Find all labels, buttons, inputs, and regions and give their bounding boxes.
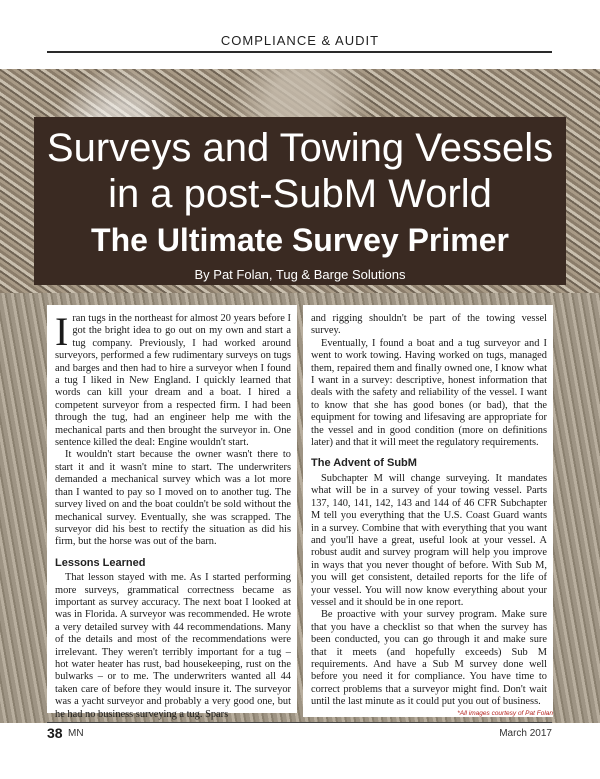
section-heading: The Advent of SubM <box>311 457 417 470</box>
section-label: COMPLIANCE & AUDIT <box>220 33 380 48</box>
headline-line-2: in a post-SubM World <box>108 172 492 216</box>
paragraph: Subchapter M will change surveying. It mandates what will be in a survey of your towing vessel. Parts 137, 140, 141, 142, 143 and 144 of 46 CFR Subchapter M tell you everything that the U.S. Coast Guard wants in a survey. Combine that with everything that you want and you'll have a great, useful look at your vessel. A robust audit and survey program will help you improve in ways that you never thought of before. With Sub M, you will get consistent, detailed reports for the life of your vessel. You will now know everything about your vessel and it should be in one report. <box>311 472 547 608</box>
headline-subtitle: The Ultimate Survey Primer <box>91 222 509 258</box>
image-credit: *All images courtesy of Pat Folan <box>457 710 553 717</box>
article-column-left <box>47 305 297 720</box>
header-rule <box>47 51 552 53</box>
page-number: 38 <box>47 725 63 741</box>
magazine-name: MN <box>68 728 84 739</box>
paragraph: Eventually, I found a boat and a tug surveyor and I went to work towing. Having worked on tugs, managed them, repaired them and finally owned one, I know what I want in a survey: descriptive, honest information that deals with the safety and reliability of the vessel. I want to know that she has good bones (or bad), that the equipment for towing and lifesaving are appropriate for the vessel and in good condition (more on definitions later) and that it will meet the regulatory requirements. <box>311 337 547 449</box>
byline: By Pat Folan, Tug & Barge Solutions <box>194 267 406 282</box>
article-column-right <box>303 305 553 717</box>
paragraph: That lesson stayed with me. As I started performing more surveys, grammatical correctness became as important as survey accuracy. The next boat I looked at was in Florida. A surveyor was recommended. He wrote a very detailed survey with 44 recommendations. Many of the details and most of the recommendations were irrelevant. They weren't terribly important for a tug – hot water heater has rust, bad housekeeping, rust on the bulwarks – or to me. The underwriters wanted all 44 taken care of before they would insure it. The surveyor was a yacht surveyor and probably a very good one, but he had no business surveying a tug. Spars <box>55 572 291 720</box>
paragraph: Iran tugs in the northeast for almost 20 years before I got the bright idea to go out on my own and start a tug company. Previously, I had worked around surveyors, performed a few rudimentary surveys on tugs and barges and then had to hire a surveyor when I found a tug I liked in New England. I quickly learned that words can kill your dream and a boat. I hired a competent surveyor from a respected firm. I had been through the tug, had an engineer help me with the mechanical parts and then brought the surveyor in. One sentence killed the deal: Engine wouldn't start. <box>55 309 291 449</box>
section-heading: Lessons Learned <box>55 556 146 569</box>
dropcap: I <box>55 309 69 354</box>
paragraph: Be proactive with your survey program. Make sure that you have a checklist so that when the survey has been conducted, you can go through it and make sure that it meets (and hopefully exceeds) Sub M requirements. And have a Sub M survey done well before you need it for compliance. You have time to correct problems that a surveyor might find. Don't wait until the last minute as it could put you out of business. <box>311 609 547 708</box>
headline-line-1: Surveys and Towing Vessels <box>46 126 554 170</box>
paragraph: It wouldn't start because the owner wasn't there to start it and it wasn't mine to start. The underwriters demanded a mechanical survey which was a lot more than I wanted to pay so I moved on to another tug. The survey lived on and the boat couldn't be sold without the mechanical survey. Eventually, she was scrapped. The surveyor did his best to rectify the situation as did his firm, but the horse was out of the barn. <box>55 449 291 548</box>
footer-rule <box>47 722 552 723</box>
paragraph: and rigging shouldn't be part of the towing vessel survey. <box>311 313 547 337</box>
issue-date: March 2017 <box>499 728 552 739</box>
